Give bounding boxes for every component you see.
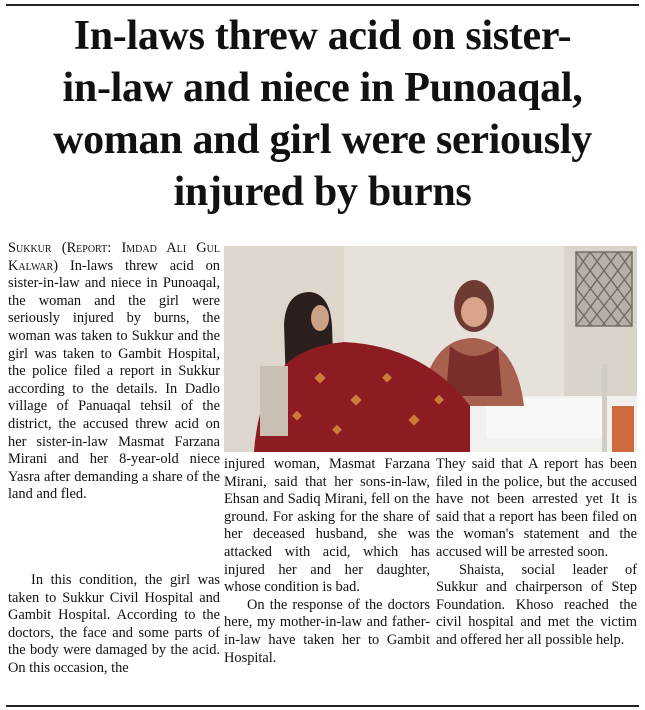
article-paragraph [8, 240, 220, 504]
hospital-photo [224, 246, 637, 452]
article-paragraph: injured woman, Masmat Farzana Mirani, said that her sons-in-law, Ehsan and Sadiq Mirani, fell on the ground. For asking for the share of her deceased husband, she was attacked with acid, which has injured her and her daughter, whose condition is bad. [224, 456, 430, 596]
article-paragraph: They said that A report has been filed in the police, but the accused have not been arrested yet It is said that a report has been filed on the woman's statement and the accused will be arrested soon. [436, 456, 637, 560]
headline-line-4: injured by burns [173, 169, 472, 215]
byline: Sukkur (Report: Imdad Ali Gul Kalwar) [8, 240, 220, 274]
headline-line-3: woman and girl were seriously [53, 117, 592, 163]
article-paragraph: In this condition, the girl was taken to Sukkur Civil Hospital and Gambit Hospital. According to the doctors, the face and some parts of the body were damaged by the acid. On this occasion, the [8, 572, 220, 676]
bottom-rule [6, 705, 639, 707]
headline-line-2: in-law and niece in Punoaqal, [62, 65, 583, 111]
article-column-3 [436, 456, 637, 650]
article-column-1-continued [8, 572, 220, 678]
article-paragraph-text: In-laws threw acid on sister-in-law and niece in Punoaqal, the woman and the girl were seriously injured by burns, the woman was taken to Sukkur and the girl was taken to Gambit Hospital, the police filed a report in Sukkur according to the details. In Dadlo village of Panuaqal tehsil of the district, the accused threw acid on her sister-in-law Masmat Farzana Mirani and her 8-year-old niece Yasra after demanding a share of the land and fled. [8, 257, 220, 503]
article-paragraph: Shaista, social leader of Sukkur and chairperson of Step Foundation. Khoso reached the civil hospital and met the victim and offered her all possible help. [436, 561, 637, 648]
article-paragraph: On the response of the doctors here, my mother-in-law and father-in-law have taken her to Gambit Hospital. [224, 596, 430, 666]
headline-line-1: In-laws threw acid on sister- [73, 13, 572, 59]
top-rule [6, 4, 639, 6]
hospital-photo-illustration [224, 246, 637, 452]
article-column-2 [224, 456, 430, 667]
article-column-1 [8, 240, 220, 504]
headline [8, 10, 637, 218]
